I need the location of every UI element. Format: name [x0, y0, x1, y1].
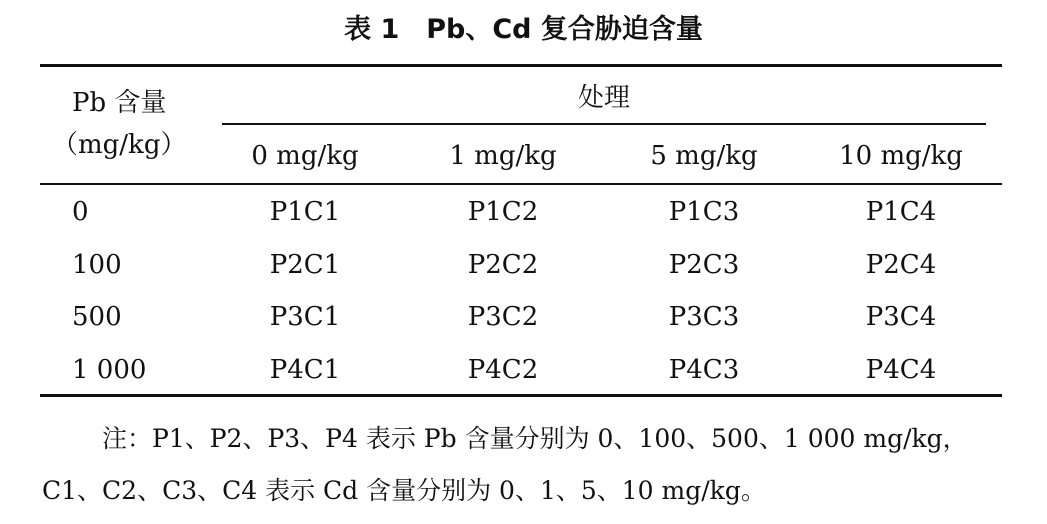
table-caption: 表 1 Pb、Cd 复合胁迫含量 [344, 14, 703, 45]
table-note-line1: 注：P1、P2、P3、P4 表示 Pb 含量分别为 0、100、500、1 000 mg/kg， [102, 424, 968, 453]
table-cell: P4C2 [467, 355, 539, 385]
table-cell: P2C3 [668, 250, 740, 280]
table-cell: P3C2 [467, 302, 539, 332]
column-header: 5 mg/kg [650, 141, 758, 171]
table-cell: P1C4 [865, 197, 937, 227]
corner-header-line1: Pb 含量 [72, 88, 167, 118]
column-header: 0 mg/kg [251, 141, 359, 171]
column-header: 10 mg/kg [839, 141, 963, 171]
table-cell: P4C1 [269, 355, 341, 385]
table-cell: P3C1 [269, 302, 341, 332]
table-cell: P2C4 [865, 250, 937, 280]
group-header-rule [222, 123, 986, 125]
row-label: 100 [72, 250, 122, 280]
table-cell: P2C2 [467, 250, 539, 280]
table-cell: P1C2 [467, 197, 539, 227]
group-header-treatment: 处理 [577, 83, 631, 113]
table-bottom-rule [40, 394, 1002, 397]
table-cell: P3C4 [865, 302, 937, 332]
table-cell: P3C3 [668, 302, 740, 332]
table-note-line2: C1、C2、C3、C4 表示 Cd 含量分别为 0、1、5、10 mg/kg。 [42, 476, 766, 505]
row-label: 0 [72, 197, 89, 227]
table-cell: P4C3 [668, 355, 740, 385]
row-label: 1 000 [72, 355, 147, 385]
table-cell: P2C1 [269, 250, 341, 280]
row-label: 500 [72, 302, 122, 332]
column-header: 1 mg/kg [449, 141, 557, 171]
table-top-rule [40, 64, 1002, 67]
table-cell: P1C3 [668, 197, 740, 227]
table-cell: P4C4 [865, 355, 937, 385]
table-cell: P1C1 [269, 197, 341, 227]
corner-header-line2: （mg/kg） [52, 130, 187, 160]
header-bottom-rule [40, 183, 1002, 185]
